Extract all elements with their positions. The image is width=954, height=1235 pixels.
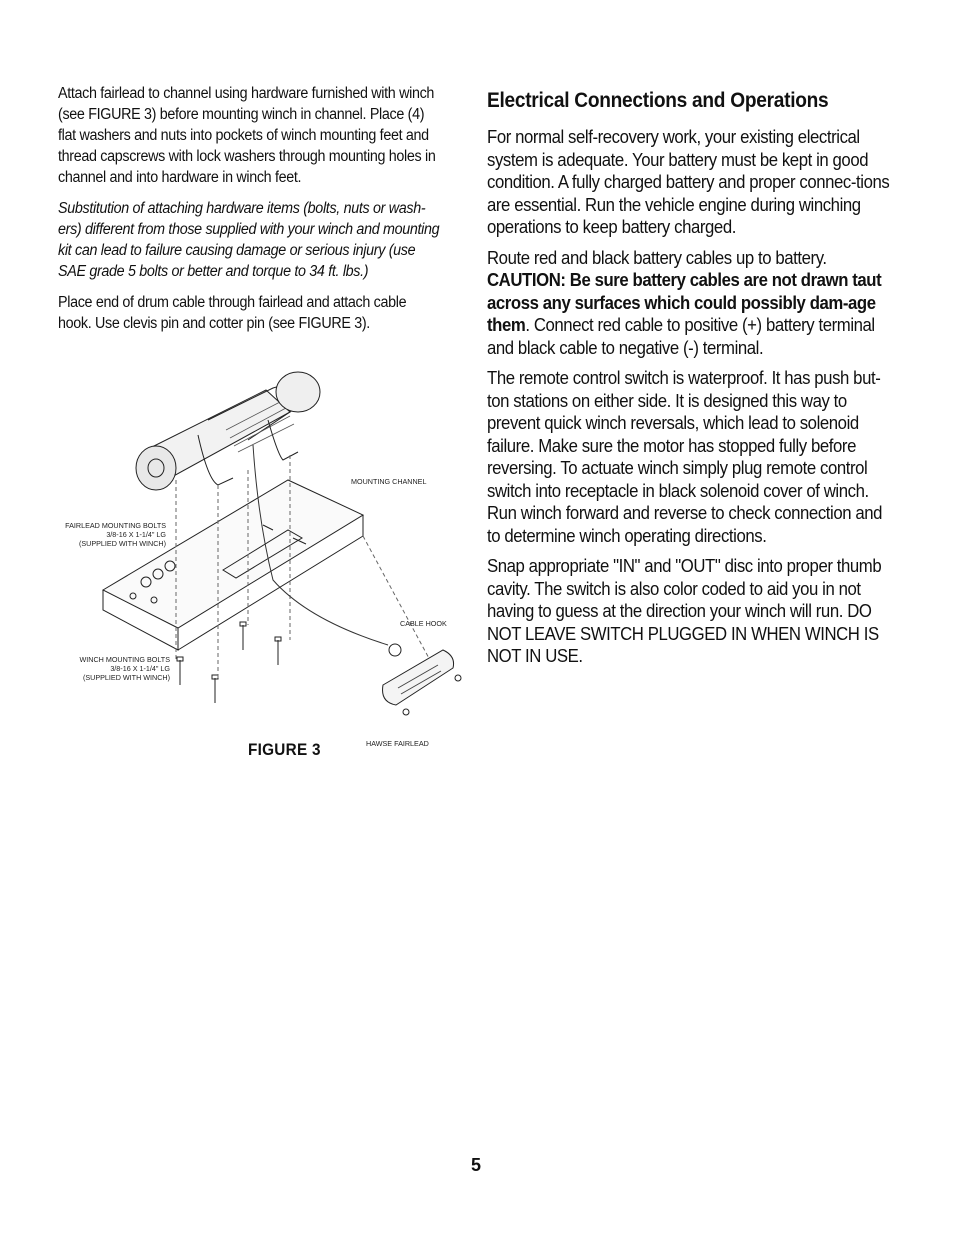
fairlead-bolts-label-line1: FAIRLEAD MOUNTING BOLTS bbox=[65, 521, 166, 530]
cable-hook-paragraph: Place end of drum cable through fairlead and attach cable hook. Use clevis pin and cotter pin (see FIGURE 3). bbox=[58, 294, 407, 332]
winch-mounting-diagram bbox=[58, 360, 478, 760]
caution-text: CAUTION: Be sure battery cables are not drawn taut across any surfaces which could possibly dam-age them bbox=[487, 269, 882, 335]
winch-bolts-label-line1: WINCH MOUNTING BOLTS bbox=[79, 655, 170, 664]
hawse-fairlead-label: HAWSE FAIRLEAD bbox=[366, 739, 429, 748]
mounting-channel-label: MOUNTING CHANNEL bbox=[351, 477, 427, 486]
battery-cables-paragraph bbox=[487, 247, 892, 360]
section-heading: Electrical Connections and Operations bbox=[487, 89, 829, 112]
cables-route-text: Route red and black battery cables up to battery. bbox=[487, 246, 827, 268]
fairlead-bolts-label-line3: (SUPPLIED WITH WINCH) bbox=[78, 539, 166, 548]
page-number: 5 bbox=[471, 1155, 482, 1175]
winch-bolts-label-line3: (SUPPLIED WITH WINCH) bbox=[82, 673, 170, 682]
cables-connect-text: . Connect red cable to positive (+) battery terminal and black cable to negative (-) terminal. bbox=[487, 314, 875, 358]
winch-assembly-drawing bbox=[58, 360, 478, 760]
winch-bolts-label-line2: 3/8-16 X 1-1/4" LG bbox=[110, 664, 170, 673]
hardware-warning-paragraph: Substitution of attaching hardware items (bolts, nuts or wash-ers) different from those supplied with your winch and mounting kit can lead to failure causing damage or serious injury (use SAE grade 5 bolts or better and torque to 34 ft. lbs.) bbox=[58, 200, 440, 280]
thumb-disc-paragraph: Snap appropriate "IN" and "OUT" disc into proper thumb cavity. The switch is also color coded to aid you in not having to guess at the direction your winch will run. DO NOT LEAVE SWITCH PLUGGED IN WHEN WINCH IS NOT IN USE. bbox=[487, 555, 882, 666]
figure-caption: FIGURE 3 bbox=[248, 740, 321, 759]
remote-switch-paragraph: The remote control switch is waterproof. It has push but-ton stations on either side. It is designed this way to prevent quick winch reversals, which lead to solenoid failure. Make sure the motor has stopped fully before reversing. To actuate winch simply plug remote control switch into receptacle in black solenoid cover of winch. Run winch forward and reverse to check connection and to determine winch operating directions. bbox=[487, 367, 883, 546]
fairlead-attach-paragraph: Attach fairlead to channel using hardware furnished with winch (see FIGURE 3) before mounting winch in channel. Place (4) flat washers and nuts into pockets of winch mounting feet and thread capscrews with lock washers through mounting holes in channel and into hardware in winch feet. bbox=[58, 85, 436, 186]
left-column bbox=[58, 83, 441, 344]
mounting-channel-part bbox=[103, 480, 363, 650]
hawse-fairlead-part bbox=[383, 650, 461, 715]
battery-paragraph: For normal self-recovery work, your existing electrical system is adequate. Your battery must be kept in good condition. A fully charged battery and proper connec-tions are essential. Run the vehicle engine during winching operations to keep battery charged. bbox=[487, 126, 890, 237]
cable-hook-part bbox=[389, 644, 401, 656]
right-column bbox=[487, 88, 892, 676]
fairlead-bolts-label-line2: 3/8-16 X 1-1/4" LG bbox=[106, 530, 166, 539]
winch-drum bbox=[136, 372, 320, 490]
cable-hook-label: CABLE HOOK bbox=[400, 619, 447, 628]
